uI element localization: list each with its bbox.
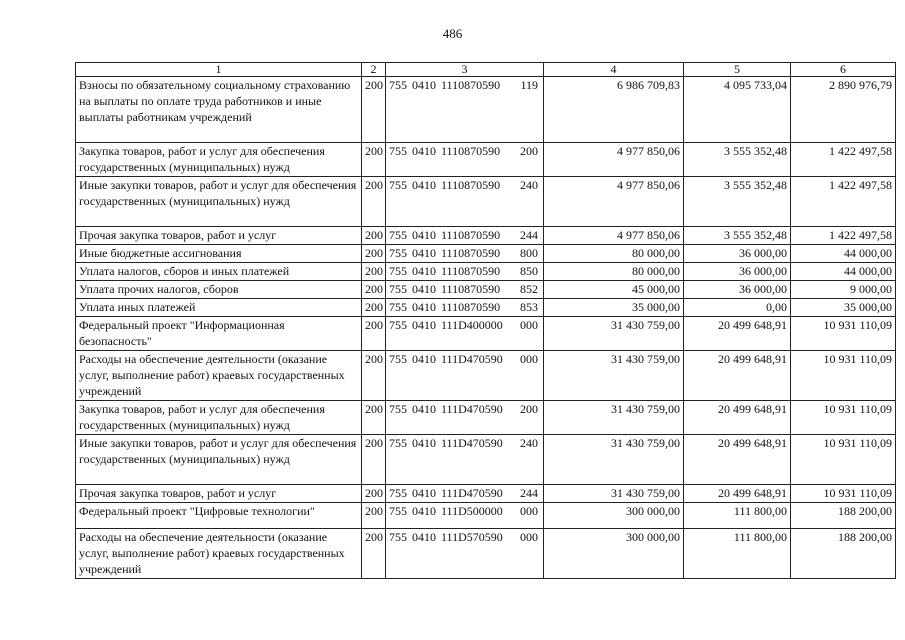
table-row — [76, 227, 896, 245]
code-target: 1110870590 — [441, 78, 501, 92]
row-value-4: 300 000,00 — [544, 503, 684, 529]
row-name: Прочая закупка товаров, работ и услуг — [76, 485, 362, 503]
row-col2: 200 — [362, 485, 386, 503]
code-expense-type: 000 — [520, 318, 538, 332]
row-value-4: 6 986 709,83 — [544, 77, 684, 143]
code-expense-type: 800 — [520, 246, 538, 260]
code-expense-type: 853 — [520, 300, 538, 314]
row-value-6: 188 200,00 — [791, 529, 896, 579]
row-value-4: 35 000,00 — [544, 299, 684, 317]
code-target: 111D470590 — [441, 352, 503, 366]
code-section: 0410 — [412, 436, 436, 450]
code-section: 0410 — [412, 246, 436, 260]
code-expense-type: 119 — [520, 78, 538, 92]
code-target: 1110870590 — [441, 144, 501, 158]
row-name: Федеральный проект "Информационная безопасность" — [76, 317, 362, 351]
row-value-6: 188 200,00 — [791, 503, 896, 529]
row-value-4: 31 430 759,00 — [544, 435, 684, 485]
row-value-5: 36 000,00 — [684, 281, 791, 299]
code-section: 0410 — [412, 402, 436, 416]
table-row — [76, 401, 896, 435]
row-budget-code — [386, 143, 544, 177]
row-value-5: 20 499 648,91 — [684, 485, 791, 503]
table-row — [76, 485, 896, 503]
row-col2: 200 — [362, 77, 386, 143]
row-name: Иные бюджетные ассигнования — [76, 245, 362, 263]
code-target: 1110870590 — [441, 300, 501, 314]
code-expense-type: 244 — [520, 228, 538, 242]
column-header-6: 6 — [791, 63, 896, 77]
code-expense-type: 200 — [520, 144, 538, 158]
column-header-4: 4 — [544, 63, 684, 77]
row-name: Уплата налогов, сборов и иных платежей — [76, 263, 362, 281]
code-target: 111D500000 — [441, 504, 503, 518]
row-value-6: 9 000,00 — [791, 281, 896, 299]
code-grbs: 755 — [389, 318, 407, 332]
row-name: Взносы по обязательному социальному страхованию на выплаты по оплате труда работников и иные выплаты работникам учреждений — [76, 77, 362, 143]
code-grbs: 755 — [389, 246, 407, 260]
row-col2: 200 — [362, 263, 386, 281]
budget-table — [75, 62, 896, 579]
row-col2: 200 — [362, 435, 386, 485]
row-budget-code — [386, 227, 544, 245]
code-target: 1110870590 — [441, 228, 501, 242]
table-row — [76, 529, 896, 579]
code-grbs: 755 — [389, 228, 407, 242]
row-name: Прочая закупка товаров, работ и услуг — [76, 227, 362, 245]
row-col2: 200 — [362, 503, 386, 529]
row-name: Иные закупки товаров, работ и услуг для обеспечения государственных (муниципальных) нужд — [76, 435, 362, 485]
row-col2: 200 — [362, 317, 386, 351]
column-header-2: 2 — [362, 63, 386, 77]
code-expense-type: 244 — [520, 486, 538, 500]
row-value-5: 20 499 648,91 — [684, 435, 791, 485]
table-row — [76, 281, 896, 299]
page-number: 486 — [442, 26, 463, 41]
code-section: 0410 — [412, 318, 436, 332]
row-value-5: 3 555 352,48 — [684, 227, 791, 245]
table-row — [76, 299, 896, 317]
code-section: 0410 — [412, 282, 436, 296]
row-value-4: 31 430 759,00 — [544, 317, 684, 351]
row-value-6: 35 000,00 — [791, 299, 896, 317]
table-row — [76, 351, 896, 401]
row-name: Иные закупки товаров, работ и услуг для обеспечения государственных (муниципальных) нужд — [76, 177, 362, 227]
column-header-1: 1 — [76, 63, 362, 77]
code-grbs: 755 — [389, 402, 407, 416]
code-expense-type: 000 — [520, 530, 538, 544]
row-name: Расходы на обеспечение деятельности (оказание услуг, выполнение работ) краевых государственных учреждений — [76, 529, 362, 579]
table-header-row — [76, 63, 896, 77]
code-target: 111D570590 — [441, 530, 503, 544]
code-grbs: 755 — [389, 486, 407, 500]
row-value-4: 31 430 759,00 — [544, 401, 684, 435]
code-target: 1110870590 — [441, 246, 501, 260]
row-value-5: 36 000,00 — [684, 245, 791, 263]
row-value-5: 3 555 352,48 — [684, 143, 791, 177]
row-col2: 200 — [362, 351, 386, 401]
row-value-4: 31 430 759,00 — [544, 485, 684, 503]
row-value-6: 2 890 976,79 — [791, 77, 896, 143]
code-expense-type: 240 — [520, 178, 538, 192]
row-col2: 200 — [362, 401, 386, 435]
code-expense-type: 852 — [520, 282, 538, 296]
row-value-4: 4 977 850,06 — [544, 143, 684, 177]
table-row — [76, 503, 896, 529]
code-target: 1110870590 — [441, 282, 501, 296]
row-name: Федеральный проект "Цифровые технологии" — [76, 503, 362, 529]
row-value-5: 20 499 648,91 — [684, 351, 791, 401]
row-value-6: 10 931 110,09 — [791, 317, 896, 351]
code-section: 0410 — [412, 264, 436, 278]
code-grbs: 755 — [389, 530, 407, 544]
code-section: 0410 — [412, 300, 436, 314]
row-budget-code — [386, 263, 544, 281]
row-name: Закупка товаров, работ и услуг для обеспечения государственных (муниципальных) нужд — [76, 401, 362, 435]
code-grbs: 755 — [389, 352, 407, 366]
code-expense-type: 000 — [520, 352, 538, 366]
row-value-6: 1 422 497,58 — [791, 227, 896, 245]
row-budget-code — [386, 485, 544, 503]
table-row — [76, 77, 896, 143]
code-expense-type: 850 — [520, 264, 538, 278]
row-value-4: 80 000,00 — [544, 245, 684, 263]
code-target: 1110870590 — [441, 178, 501, 192]
code-grbs: 755 — [389, 300, 407, 314]
code-section: 0410 — [412, 144, 436, 158]
row-budget-code — [386, 503, 544, 529]
code-grbs: 755 — [389, 178, 407, 192]
row-budget-code — [386, 351, 544, 401]
table-row — [76, 263, 896, 281]
row-name: Уплата иных платежей — [76, 299, 362, 317]
column-header-3: 3 — [386, 63, 544, 77]
row-col2: 200 — [362, 299, 386, 317]
row-value-4: 31 430 759,00 — [544, 351, 684, 401]
code-target: 111D470590 — [441, 436, 503, 450]
code-target: 1110870590 — [441, 264, 501, 278]
row-value-5: 4 095 733,04 — [684, 77, 791, 143]
row-value-5: 111 800,00 — [684, 503, 791, 529]
row-budget-code — [386, 77, 544, 143]
row-value-6: 10 931 110,09 — [791, 401, 896, 435]
table-row — [76, 177, 896, 227]
row-name: Закупка товаров, работ и услуг для обеспечения государственных (муниципальных) нужд — [76, 143, 362, 177]
row-col2: 200 — [362, 281, 386, 299]
column-header-5: 5 — [684, 63, 791, 77]
row-value-6: 1 422 497,58 — [791, 143, 896, 177]
row-col2: 200 — [362, 245, 386, 263]
code-grbs: 755 — [389, 436, 407, 450]
row-budget-code — [386, 177, 544, 227]
row-value-6: 1 422 497,58 — [791, 177, 896, 227]
code-expense-type: 000 — [520, 504, 538, 518]
row-col2: 200 — [362, 177, 386, 227]
table-row — [76, 317, 896, 351]
row-value-4: 45 000,00 — [544, 281, 684, 299]
row-col2: 200 — [362, 227, 386, 245]
row-value-4: 80 000,00 — [544, 263, 684, 281]
code-expense-type: 200 — [520, 402, 538, 416]
row-value-5: 20 499 648,91 — [684, 401, 791, 435]
row-value-5: 3 555 352,48 — [684, 177, 791, 227]
row-value-5: 111 800,00 — [684, 529, 791, 579]
row-value-4: 300 000,00 — [544, 529, 684, 579]
code-expense-type: 240 — [520, 436, 538, 450]
code-grbs: 755 — [389, 264, 407, 278]
row-budget-code — [386, 529, 544, 579]
table-row — [76, 435, 896, 485]
row-value-6: 10 931 110,09 — [791, 485, 896, 503]
code-section: 0410 — [412, 486, 436, 500]
row-col2: 200 — [362, 143, 386, 177]
row-budget-code — [386, 245, 544, 263]
table-row — [76, 245, 896, 263]
code-section: 0410 — [412, 78, 436, 92]
row-budget-code — [386, 435, 544, 485]
code-grbs: 755 — [389, 78, 407, 92]
row-value-4: 4 977 850,06 — [544, 227, 684, 245]
row-budget-code — [386, 401, 544, 435]
code-target: 111D400000 — [441, 318, 503, 332]
code-target: 111D470590 — [441, 486, 503, 500]
code-section: 0410 — [412, 530, 436, 544]
code-grbs: 755 — [389, 504, 407, 518]
row-value-6: 44 000,00 — [791, 245, 896, 263]
code-section: 0410 — [412, 178, 436, 192]
code-grbs: 755 — [389, 282, 407, 296]
row-value-6: 44 000,00 — [791, 263, 896, 281]
row-value-4: 4 977 850,06 — [544, 177, 684, 227]
row-budget-code — [386, 281, 544, 299]
code-section: 0410 — [412, 228, 436, 242]
row-value-5: 36 000,00 — [684, 263, 791, 281]
row-value-6: 10 931 110,09 — [791, 351, 896, 401]
table-row — [76, 143, 896, 177]
code-grbs: 755 — [389, 144, 407, 158]
row-name: Уплата прочих налогов, сборов — [76, 281, 362, 299]
code-target: 111D470590 — [441, 402, 503, 416]
row-value-6: 10 931 110,09 — [791, 435, 896, 485]
row-col2: 200 — [362, 529, 386, 579]
row-budget-code — [386, 317, 544, 351]
row-name: Расходы на обеспечение деятельности (оказание услуг, выполнение работ) краевых государственных учреждений — [76, 351, 362, 401]
row-value-5: 20 499 648,91 — [684, 317, 791, 351]
row-budget-code — [386, 299, 544, 317]
row-value-5: 0,00 — [684, 299, 791, 317]
code-section: 0410 — [412, 352, 436, 366]
code-section: 0410 — [412, 504, 436, 518]
